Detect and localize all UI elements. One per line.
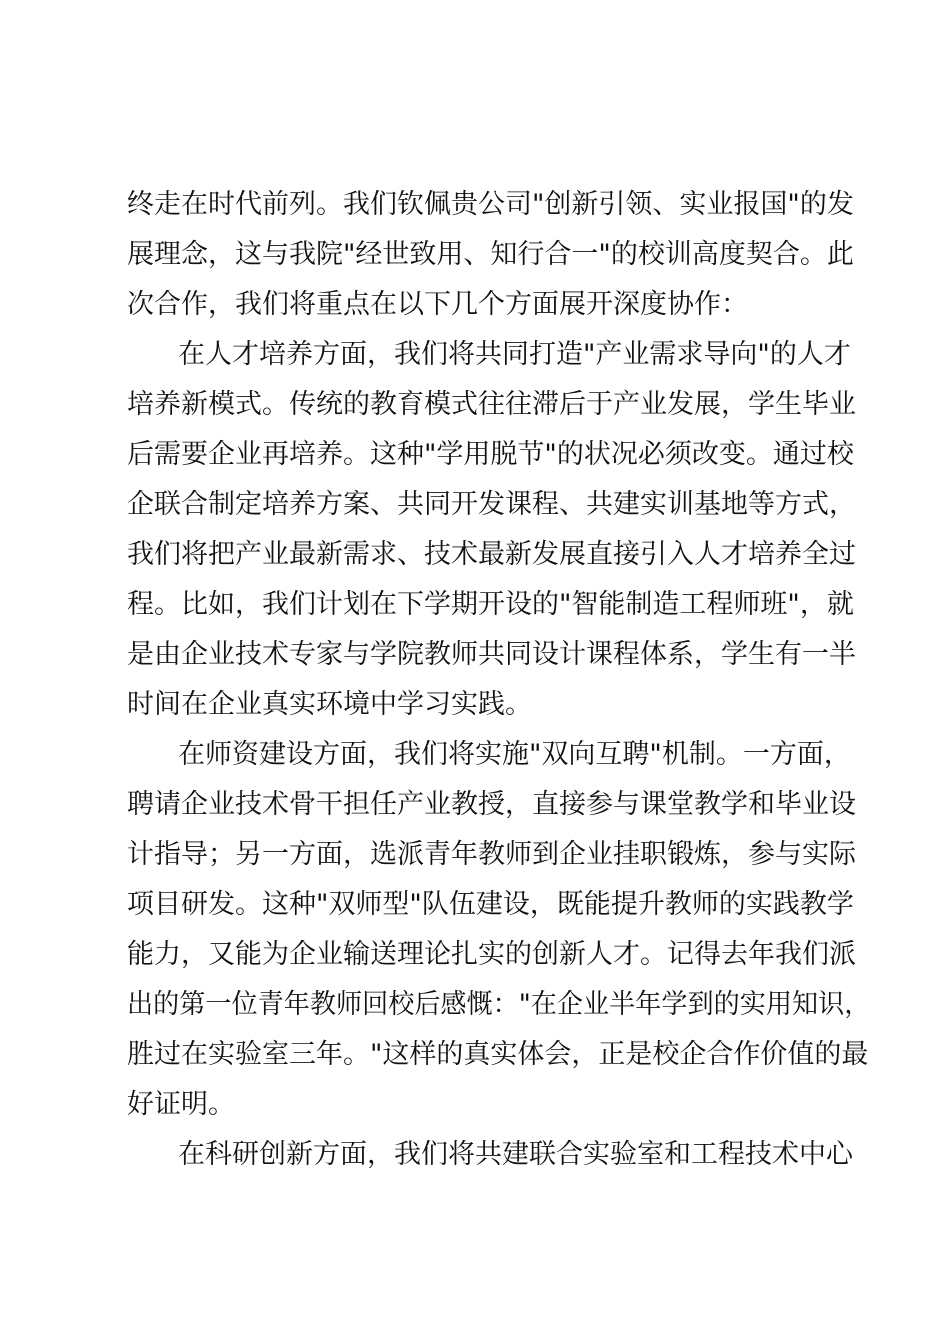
text-line: 后需要企业再培养。这种"学用脱节"的状况必须改变。通过校 <box>127 439 854 470</box>
text-line: 好证明。 <box>127 1089 235 1120</box>
text-line: 项目研发。这种"双师型"队伍建设，既能提升教师的实践教学 <box>127 889 854 920</box>
text-line: 时间在企业真实环境中学习实践。 <box>127 689 532 720</box>
text-line: 培养新模式。传统的教育模式往往滞后于产业发展，学生毕业 <box>127 389 856 420</box>
text-line: 胜过在实验室三年。"这样的真实体会，正是校企合作价值的最 <box>127 1039 869 1070</box>
text-line: 次合作，我们将重点在以下几个方面展开深度协作： <box>127 289 748 320</box>
text-line: 终走在时代前列。我们钦佩贵公司"创新引领、实业报国"的发 <box>127 189 854 220</box>
text-line: 是由企业技术专家与学院教师共同设计课程体系，学生有一半 <box>127 639 856 670</box>
text-line: 我们将把产业最新需求、技术最新发展直接引入人才培养全过 <box>127 539 856 570</box>
paragraph-first-line: 在人才培养方面，我们将共同打造"产业需求导向"的人才 <box>178 339 851 370</box>
paragraph-first-line: 在科研创新方面，我们将共建联合实验室和工程技术中心 <box>178 1139 853 1170</box>
text-line: 出的第一位青年教师回校后感慨："在企业半年学到的实用知识， <box>127 989 871 1020</box>
paragraph-first-line: 在师资建设方面，我们将实施"双向互聘"机制。一方面， <box>178 739 851 770</box>
text-line: 程。比如，我们计划在下学期开设的"智能制造工程师班"，就 <box>127 589 854 620</box>
text-line: 聘请企业技术骨干担任产业教授，直接参与课堂教学和毕业设 <box>127 789 856 820</box>
text-line: 能力，又能为企业输送理论扎实的创新人才。记得去年我们派 <box>127 939 856 970</box>
text-line: 企联合制定培养方案、共同开发课程、共建实训基地等方式， <box>127 489 856 520</box>
text-line: 展理念，这与我院"经世致用、知行合一"的校训高度契合。此 <box>127 239 854 270</box>
text-line: 计指导；另一方面，选派青年教师到企业挂职锻炼，参与实际 <box>127 839 856 870</box>
